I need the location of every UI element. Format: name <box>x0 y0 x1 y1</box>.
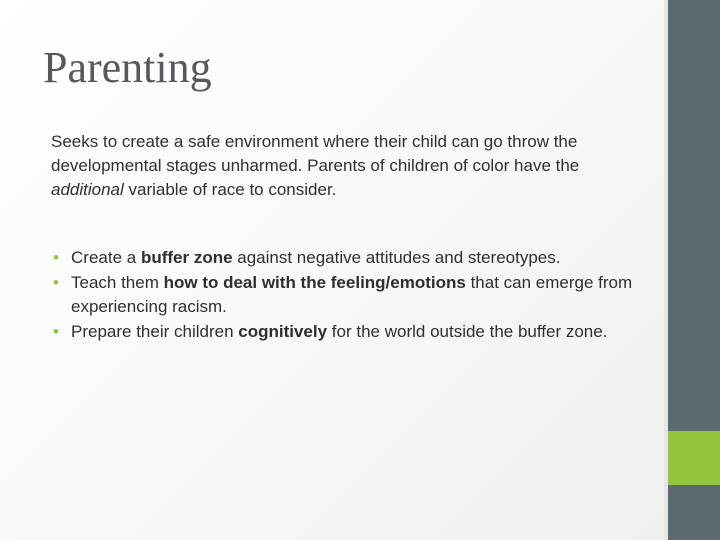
sidebar-accent-block <box>668 431 720 485</box>
bullet-dot-icon: • <box>53 248 59 267</box>
bullet-text-start: Prepare their children <box>71 321 239 341</box>
bullet-list <box>51 246 641 344</box>
intro-emphasis: additional <box>51 180 124 199</box>
bullet-item-buffer-zone <box>51 246 641 271</box>
bullet-bold-text: how to deal with the feeling/emotions <box>163 272 466 292</box>
bullet-dot-icon: • <box>53 321 59 341</box>
bullet-dot-icon: • <box>53 272 59 292</box>
bullet-bold-text: cognitively <box>238 321 328 341</box>
intro-text-end: variable of race to consider. <box>123 180 337 199</box>
bullet-text-end: for the world outside the buffer zone. <box>327 321 608 341</box>
bullet-text-end: against negative attitudes and stereotypes. <box>232 248 561 267</box>
slide-title: Parenting <box>43 43 212 92</box>
bullet-text-end: that can emerge from experiencing racism. <box>71 272 633 316</box>
intro-text-start: Seeks to create a safe environment where their child can go throw the developmental stages unharmed. Parents of children of color have the <box>51 132 580 175</box>
bullet-text-start: Teach them <box>71 272 164 292</box>
intro-paragraph <box>51 130 641 202</box>
bullet-item-emotions <box>51 271 641 320</box>
bullet-text-start: Create a <box>71 248 141 267</box>
bullet-bold-text: buffer zone <box>140 248 233 267</box>
bullet-item-cognitive <box>51 320 641 345</box>
